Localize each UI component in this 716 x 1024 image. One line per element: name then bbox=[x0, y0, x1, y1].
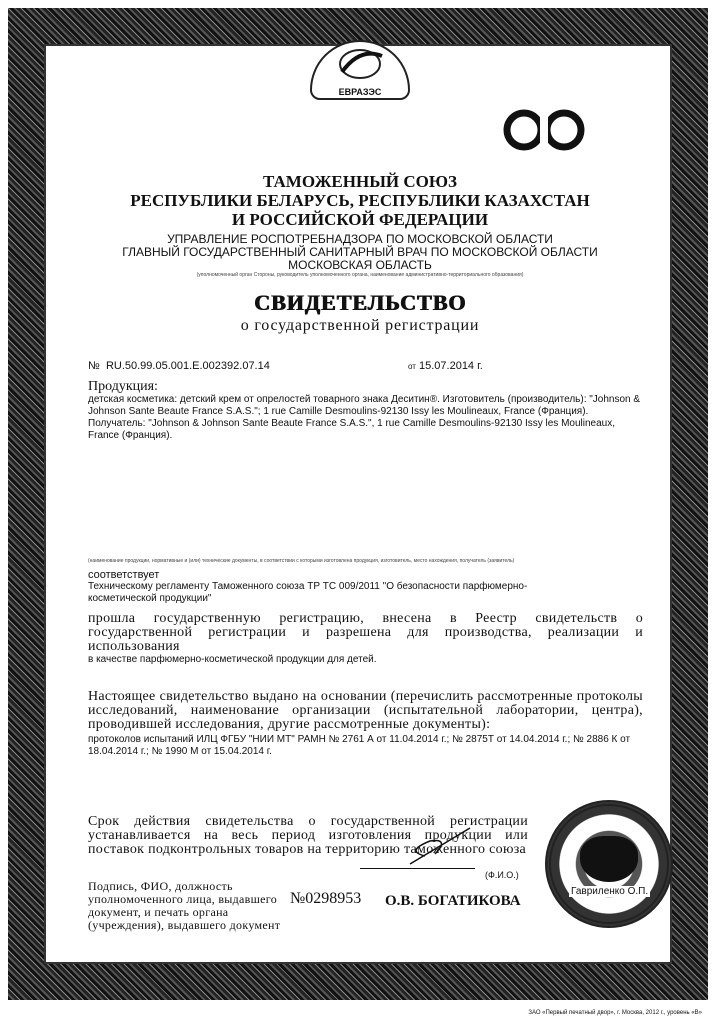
certificate-date bbox=[408, 360, 483, 372]
double-headed-eagle-icon bbox=[580, 836, 638, 882]
product-caption: (наименование продукции, нормативные и (или) технические документы, в соответствии с которыми изготовлена продукция, изготовитель, место нахождения, получатель (заявитель) bbox=[88, 558, 515, 564]
stamp-name: Гавриленко О.П. bbox=[571, 886, 649, 897]
ce-conformity-mark-icon bbox=[500, 108, 590, 152]
authority-line: УПРАВЛЕНИЕ РОСПОТРЕБНАДЗОРА ПО МОСКОВСКОЙ ОБЛАСТИ bbox=[167, 232, 553, 246]
printer-footer: ЗАО «Первый печатный двор», г. Москва, 2012 г., уровень «В» bbox=[528, 1010, 702, 1016]
registration-usage: в качестве парфюмерно-косметической продукции для детей. bbox=[88, 654, 377, 665]
basis-protocols: протоколов испытаний ИЛЦ ФГБУ "НИИ МТ" РАМН № 2761 А от 11.04.2014 г.; № 2875Т от 14.04.2014 г.; № 2886 К от 18.04.2014 г.; № 1990 М от 15.04.2014 г. bbox=[88, 734, 631, 757]
signature-label: Подпись, ФИО, должность уполномоченного лица, выдавшего документ, и печать органа (учреждения), выдавшего документ bbox=[88, 879, 281, 932]
authority-line: ГЛАВНЫЙ ГОСУДАРСТВЕННЫЙ САНИТАРНЫЙ ВРАЧ ПО МОСКОВСКОЙ ОБЛАСТИ bbox=[122, 245, 598, 259]
product-description: детская косметика: детский крем от опрелостей товарного знака Деситин®. Изготовитель (производитель): "Johnson & Johnson Sante Beaute France S.A.S."; 1 rue Camille Desmoulins-92130 Issy les Moulineaux, France (Франция). Получатель: "Johnson & Johnson Sante Beaute France S.A.S.", 1 rue Camille Desmoulins-92130 Issy les Moulineaux, France (Франция). bbox=[88, 394, 641, 441]
authority-caption: (уполномоченный орган Стороны, руководитель уполномоченного органа, наименование административно-территориального образования) bbox=[196, 272, 524, 278]
conformity-section bbox=[88, 569, 558, 605]
form-number: №0298953 bbox=[290, 890, 362, 907]
date-label: от bbox=[408, 362, 416, 371]
document-title: СВИДЕТЕЛЬСТВО bbox=[253, 290, 467, 315]
signature-line bbox=[360, 868, 475, 869]
conformity-regulation: Техническому регламенту Таможенного союза ТР ТС 009/2011 "О безопасности парфюмерно-косметической продукции" bbox=[88, 581, 528, 604]
header-line: И РОССИЙСКОЙ ФЕДЕРАЦИИ bbox=[231, 210, 489, 229]
product-label: Продукция: bbox=[88, 379, 158, 394]
signer-name: О.В. БОГАТИКОВА bbox=[385, 893, 521, 909]
handwritten-signature-icon bbox=[400, 826, 480, 866]
number-label: № bbox=[88, 360, 100, 372]
header-union bbox=[60, 172, 660, 229]
header-line: ТАМОЖЕННЫЙ СОЮЗ bbox=[263, 172, 457, 191]
registration-section bbox=[88, 612, 643, 666]
validity-statement: Срок действия свидетельства о государственной регистрации устанавливается на весь период изготовления продукции или поставок подконтрольных товаров на территорию таможенного союза bbox=[88, 814, 528, 857]
certificate-number bbox=[88, 360, 270, 372]
number-value: RU.50.99.05.001.E.002392.07.14 bbox=[105, 360, 270, 372]
basis-section bbox=[88, 690, 643, 758]
fio-caption: (Ф.И.О.) bbox=[485, 870, 519, 880]
basis-statement: Настоящее свидетельство выдано на основании (перечислить рассмотренные протоколы исследований, наименование организации (испытательной лаборатории, центра), проводившей исследования, другие рассмотренные документы): bbox=[88, 689, 643, 732]
registration-statement: прошла государственную регистрацию, внесена в Реестр свидетельств о государственной регистрации и разрешена для производства, реализации и использования bbox=[88, 611, 643, 654]
product-section bbox=[88, 380, 648, 442]
document-subtitle: о государственной регистрации bbox=[240, 317, 480, 334]
date-value: 15.07.2014 г. bbox=[419, 360, 483, 372]
eurasec-emblem-icon bbox=[310, 40, 410, 100]
header-authority bbox=[60, 233, 660, 272]
header-line: РЕСПУБЛИКИ БЕЛАРУСЬ, РЕСПУБЛИКИ КАЗАХСТАН bbox=[130, 191, 590, 210]
logo-text: ЕВРАЗЭС bbox=[338, 87, 382, 97]
conformity-label: соответствует bbox=[88, 569, 160, 581]
official-stamp-icon bbox=[545, 800, 673, 928]
authority-line: МОСКОВСКАЯ ОБЛАСТЬ bbox=[288, 258, 432, 272]
